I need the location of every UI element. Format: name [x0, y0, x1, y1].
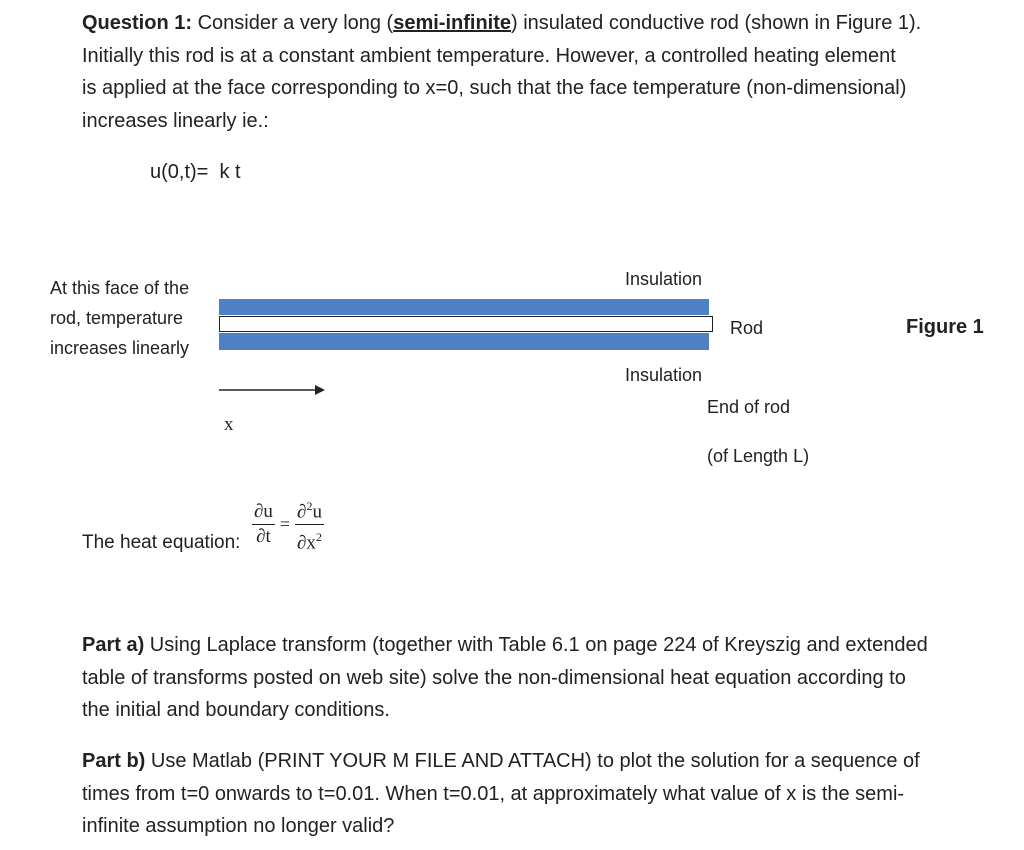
equals-sign: =: [279, 514, 291, 535]
question-line-2: Initially this rod is at a constant ambient temperature. However, a controlled heating element: [82, 44, 896, 67]
question-label: Question 1:: [82, 12, 193, 34]
question-line-1: [82, 7, 1012, 40]
semi-infinite-emphasis: semi-infinite: [393, 12, 512, 34]
insulation-top-label: Insulation: [625, 269, 703, 289]
part-a-paragraph: [82, 629, 1012, 727]
rod-length-label: (of Length L): [707, 446, 810, 466]
rhs-denominator: [295, 526, 324, 554]
end-of-rod-label: End of rod: [707, 397, 791, 417]
face-label: [50, 273, 189, 363]
lhs-denominator: ∂t: [256, 526, 271, 548]
figure-label: Figure 1: [906, 316, 984, 338]
question-text-start: Consider a very long (: [192, 12, 394, 34]
face-label-line-2: rod, temperature: [50, 308, 184, 328]
part-b-label: Part b): [82, 750, 146, 772]
rhs-num-var: u: [312, 501, 322, 523]
question-text-end: ) insulated conductive rod (shown in Figure 1).: [511, 12, 922, 34]
part-b-line-1: [82, 745, 1012, 778]
question-paragraph: [82, 7, 1012, 137]
insulation-bottom-band: [219, 333, 709, 350]
part-a-line-1: [82, 629, 1012, 662]
part-b-line-2: times from t=0 onwards to t=0.01. When t=0.01, at approximately what value of x is the semi-: [82, 782, 905, 805]
rod-label: Rod: [730, 318, 764, 338]
part-a-text-1: Using Laplace transform (together with Table 6.1 on page 224 of Kreyszig and extended: [144, 634, 928, 656]
rhs-den-sup: 2: [315, 530, 322, 545]
part-b-text-1: Use Matlab (PRINT YOUR M FILE AND ATTACH) to plot the solution for a sequence of: [145, 750, 920, 772]
lhs-fraction: [252, 501, 275, 548]
question-line-3: is applied at the face corresponding to x=0, such that the face temperature (non-dimensional): [82, 77, 907, 99]
rhs-fraction: [295, 495, 324, 555]
rhs-num-base: ∂: [297, 501, 307, 523]
face-label-line-1: At this face of the: [50, 278, 190, 298]
part-b-line-3: infinite assumption no longer valid?: [82, 815, 395, 837]
part-a-line-2: table of transforms posted on web site) solve the non-dimensional heat equation according to: [82, 666, 906, 689]
rod-body: [219, 316, 713, 332]
lhs-numerator: ∂u: [254, 501, 273, 523]
insulation-bottom-label: Insulation: [625, 365, 703, 385]
insulation-top-band: [219, 299, 709, 315]
x-axis-label: x: [224, 414, 234, 435]
rhs-num-sup: 2: [306, 499, 313, 513]
part-a-line-3: the initial and boundary conditions.: [82, 699, 390, 721]
rhs-den-base: ∂x: [297, 532, 316, 554]
x-direction-arrow: [219, 382, 329, 398]
heat-equation-label: The heat equation:: [82, 532, 241, 553]
question-line-4: increases linearly ie.:: [82, 109, 269, 132]
part-a-label: Part a): [82, 634, 145, 656]
part-b-paragraph: [82, 745, 1012, 843]
boundary-condition: u(0,t)= k t: [150, 161, 241, 183]
rhs-numerator: [295, 495, 324, 523]
face-label-line-3: increases linearly: [50, 338, 190, 358]
heat-equation: [252, 495, 324, 555]
